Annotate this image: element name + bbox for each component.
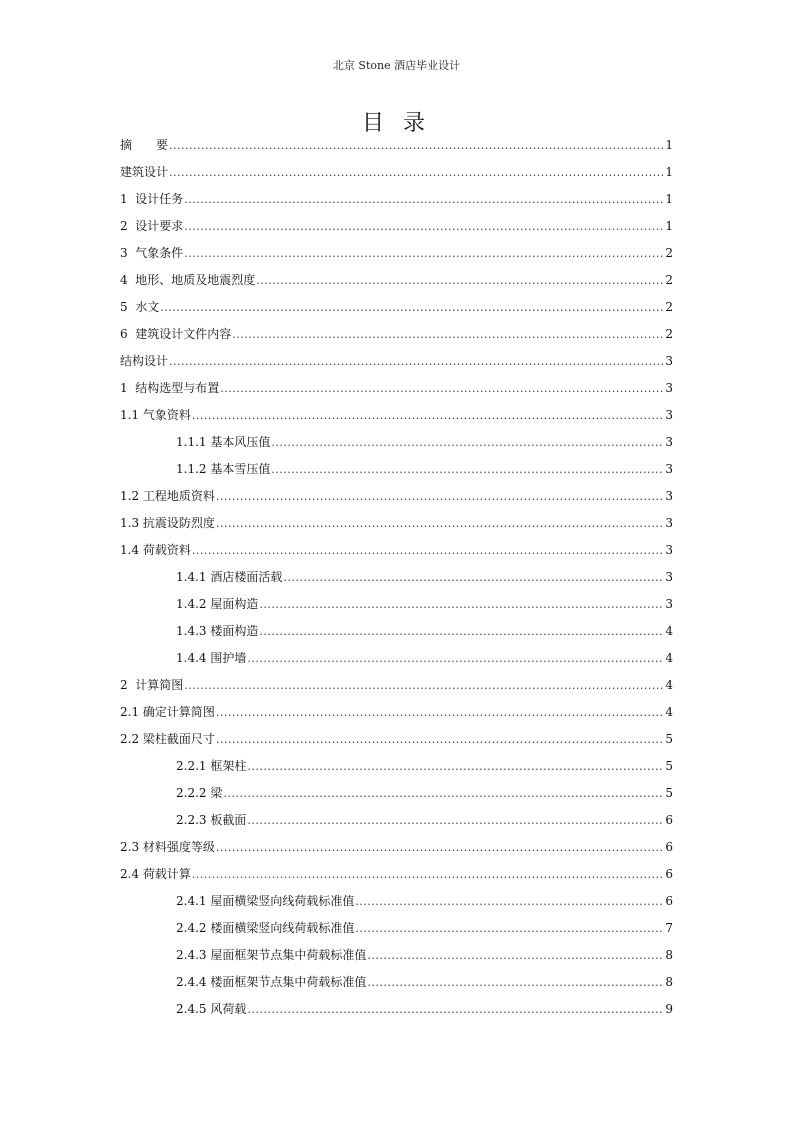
toc-entry-label: 1.4.3 楼面构造: [176, 624, 259, 638]
toc-entry-page: 3: [665, 516, 673, 530]
toc-entry-page: 9: [665, 1002, 673, 1016]
toc-entry[interactable]: [120, 405, 673, 432]
toc-entry-page: 1: [665, 192, 673, 206]
toc-dot-leader: [192, 865, 664, 885]
toc-entry-page: 6: [665, 867, 673, 881]
toc-dot-leader: [216, 487, 664, 507]
toc-entry[interactable]: [120, 999, 673, 1026]
running-header: 北京 Stone 酒店毕业设计: [332, 59, 461, 72]
toc-entry-label: 2.4.2 楼面横梁竖向线荷载标准值: [176, 921, 355, 935]
toc-entry-page: 5: [665, 759, 673, 773]
toc-entry-page: 4: [665, 705, 673, 719]
toc-entry-page: 7: [665, 921, 673, 935]
toc-entry[interactable]: [120, 270, 673, 297]
toc-entry[interactable]: [120, 594, 673, 621]
toc-dot-leader: [367, 973, 664, 993]
toc-dot-leader: [247, 811, 664, 831]
toc-entry-label: 建筑设计: [120, 165, 169, 179]
toc-entry-page: 6: [665, 813, 673, 827]
toc-entry-label: 2.2.1 框架柱: [176, 759, 247, 773]
toc-entry[interactable]: [120, 135, 673, 162]
toc-entry-label: 2.2.2 梁: [176, 786, 223, 800]
toc-entry-page: 3: [665, 408, 673, 422]
table-of-contents: [120, 135, 673, 1026]
toc-dot-leader: [216, 703, 664, 723]
toc-entry-label: 1.2 工程地质资料: [120, 489, 215, 503]
toc-dot-leader: [184, 676, 664, 696]
toc-dot-leader: [271, 460, 664, 480]
toc-entry-label: 2.4.3 屋面框架节点集中荷载标准值: [176, 948, 367, 962]
toc-entry[interactable]: [120, 486, 673, 513]
toc-entry-page: 3: [665, 435, 673, 449]
toc-entry-label: 3 气象条件: [120, 246, 184, 260]
toc-entry-label: 1.4.4 围护墙: [176, 651, 247, 665]
toc-entry-page: 4: [665, 651, 673, 665]
toc-entry-label: 1.4.1 酒店楼面活载: [176, 570, 283, 584]
toc-entry[interactable]: [120, 459, 673, 486]
toc-entry-page: 2: [665, 300, 673, 314]
toc-entry[interactable]: [120, 810, 673, 837]
toc-entry-page: 3: [665, 489, 673, 503]
toc-dot-leader: [169, 136, 664, 156]
toc-entry[interactable]: [120, 918, 673, 945]
toc-dot-leader: [169, 163, 664, 183]
toc-entry-label: 1.4 荷载资料: [120, 543, 191, 557]
toc-dot-leader: [220, 379, 664, 399]
toc-entry-page: 3: [665, 597, 673, 611]
toc-dot-leader: [247, 649, 664, 669]
toc-entry[interactable]: [120, 648, 673, 675]
toc-entry[interactable]: [120, 513, 673, 540]
toc-entry[interactable]: [120, 621, 673, 648]
toc-entry-page: 8: [665, 975, 673, 989]
toc-entry[interactable]: [120, 756, 673, 783]
toc-entry-label: 1.1.1 基本风压值: [176, 435, 271, 449]
toc-entry[interactable]: [120, 729, 673, 756]
toc-entry-label: 1.1.2 基本雪压值: [176, 462, 271, 476]
toc-entry[interactable]: [120, 351, 673, 378]
toc-entry-label: 2.2 梁柱截面尺寸: [120, 732, 215, 746]
toc-entry[interactable]: [120, 216, 673, 243]
toc-entry[interactable]: [120, 297, 673, 324]
toc-entry-page: 1: [665, 165, 673, 179]
toc-entry-page: 4: [665, 624, 673, 638]
toc-dot-leader: [216, 514, 664, 534]
toc-dot-leader: [271, 433, 664, 453]
toc-entry-page: 6: [665, 840, 673, 854]
toc-dot-leader: [223, 784, 664, 804]
toc-entry-label: 2 设计要求: [120, 219, 184, 233]
toc-entry-label: 2.4 荷载计算: [120, 867, 191, 881]
toc-entry-label: 5 水文: [120, 300, 160, 314]
toc-entry[interactable]: [120, 243, 673, 270]
toc-dot-leader: [169, 352, 664, 372]
toc-entry[interactable]: [120, 675, 673, 702]
toc-dot-leader: [184, 190, 664, 210]
toc-dot-leader: [184, 217, 664, 237]
toc-dot-leader: [192, 406, 664, 426]
toc-entry-page: 3: [665, 543, 673, 557]
toc-dot-leader: [259, 622, 664, 642]
toc-entry-label: 6 建筑设计文件内容: [120, 327, 232, 341]
toc-entry-page: 5: [665, 732, 673, 746]
toc-entry-page: 6: [665, 894, 673, 908]
toc-entry-label: 2.4.5 风荷载: [176, 1002, 247, 1016]
toc-dot-leader: [259, 595, 664, 615]
toc-entry-page: 5: [665, 786, 673, 800]
toc-title: 目 录: [362, 111, 431, 136]
toc-dot-leader: [216, 838, 664, 858]
toc-entry-page: 3: [665, 462, 673, 476]
toc-dot-leader: [367, 946, 664, 966]
toc-entry-label: 2.3 材料强度等级: [120, 840, 215, 854]
toc-entry[interactable]: [120, 432, 673, 459]
toc-dot-leader: [184, 244, 664, 264]
toc-entry[interactable]: [120, 540, 673, 567]
toc-entry-page: 1: [665, 219, 673, 233]
toc-entry-label: 1 结构选型与布置: [120, 381, 220, 395]
toc-entry[interactable]: [120, 567, 673, 594]
toc-entry[interactable]: [120, 864, 673, 891]
toc-entry-label: 摘 要: [120, 138, 169, 152]
toc-entry-label: 2.1 确定计算简图: [120, 705, 215, 719]
toc-entry-label: 2.4.4 楼面框架节点集中荷载标准值: [176, 975, 367, 989]
toc-dot-leader: [216, 730, 664, 750]
toc-dot-leader: [232, 325, 664, 345]
toc-dot-leader: [256, 271, 664, 291]
toc-entry-label: 2.2.3 板截面: [176, 813, 247, 827]
toc-entry-page: 4: [665, 678, 673, 692]
toc-entry-label: 2.4.1 屋面横梁竖向线荷载标准值: [176, 894, 355, 908]
toc-entry-label: 1.3 抗震设防烈度: [120, 516, 215, 530]
toc-entry-page: 2: [665, 273, 673, 287]
toc-entry[interactable]: [120, 837, 673, 864]
toc-entry[interactable]: [120, 162, 673, 189]
toc-dot-leader: [247, 757, 664, 777]
toc-entry[interactable]: [120, 972, 673, 999]
toc-entry-label: 结构设计: [120, 354, 169, 368]
toc-dot-leader: [247, 1000, 664, 1020]
toc-entry-page: 8: [665, 948, 673, 962]
toc-entry-page: 3: [665, 381, 673, 395]
toc-entry-page: 3: [665, 570, 673, 584]
toc-entry-label: 2 计算简图: [120, 678, 184, 692]
toc-dot-leader: [355, 892, 664, 912]
toc-entry[interactable]: [120, 783, 673, 810]
toc-entry-label: 1.4.2 屋面构造: [176, 597, 259, 611]
toc-dot-leader: [355, 919, 664, 939]
toc-dot-leader: [160, 298, 664, 318]
toc-entry-page: 1: [665, 138, 673, 152]
toc-entry-label: 1 设计任务: [120, 192, 184, 206]
toc-entry-page: 2: [665, 327, 673, 341]
toc-entry-page: 2: [665, 246, 673, 260]
toc-dot-leader: [283, 568, 664, 588]
toc-entry-page: 3: [665, 354, 673, 368]
toc-entry[interactable]: [120, 324, 673, 351]
toc-entry[interactable]: [120, 189, 673, 216]
toc-entry[interactable]: [120, 945, 673, 972]
toc-entry[interactable]: [120, 378, 673, 405]
toc-entry[interactable]: [120, 891, 673, 918]
toc-entry[interactable]: [120, 702, 673, 729]
toc-entry-label: 4 地形、地质及地震烈度: [120, 273, 256, 287]
toc-dot-leader: [192, 541, 664, 561]
toc-entry-label: 1.1 气象资料: [120, 408, 191, 422]
